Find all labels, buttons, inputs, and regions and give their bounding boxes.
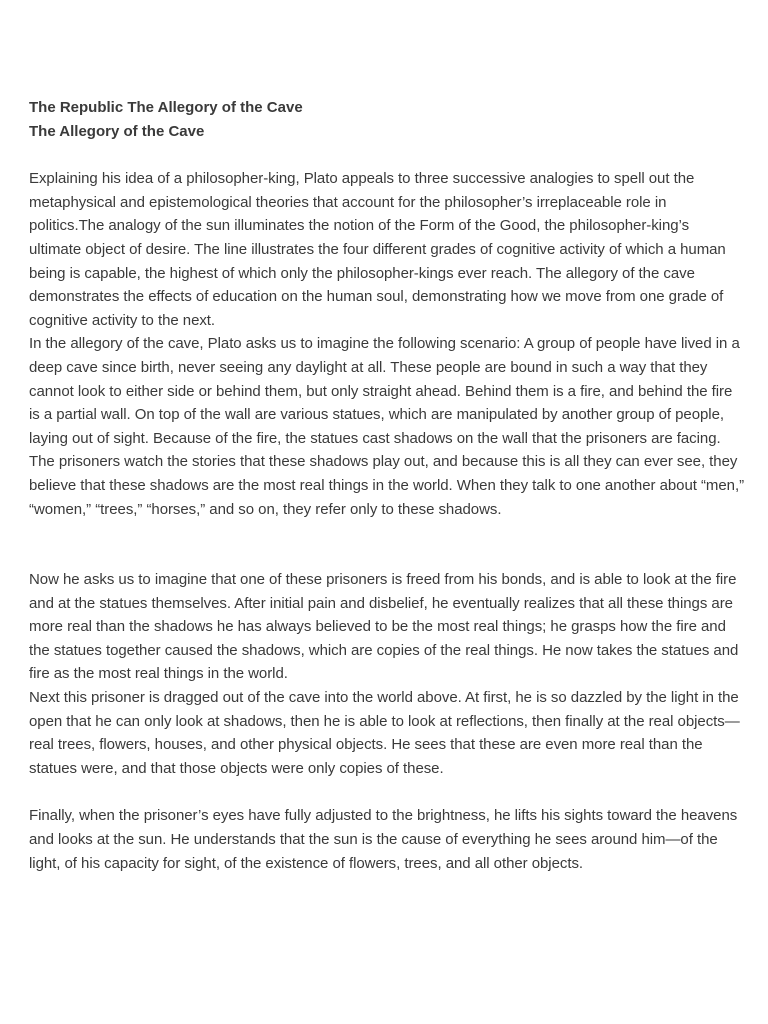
spacer: [29, 143, 745, 167]
paragraph-intro: Explaining his idea of a philosopher-king, Plato appeals to three successive analogies to spell out the metaphysical and epistemological theories that account for the philosopher’s irreplaceable role in politics.The analogy of the sun illuminates the notion of the Form of the Good, the philosopher-king’s ultimate object of desire. The line illustrates the four different grades of cognitive activity of which a human being is capable, the highest of which only the philosopher-kings ever reach. The allegory of the cave demonstrates the effects of education on the human soul, demonstrating how we move from one grade of cognitive activity to the next.: [29, 170, 726, 329]
document-title: The Republic The Allegory of the Cave: [29, 99, 303, 116]
paragraph-sun: Finally, when the prisoner’s eyes have fully adjusted to the brightness, he lifts his sights toward the heavens and looks at the sun. He understands that the sun is the cause of everything he sees around him—of the light, of his capacity for sight, of the existence of flowers, trees, and all other objects.: [29, 807, 738, 872]
paragraph-world-above: Next this prisoner is dragged out of the cave into the world above. At first, he is so dazzled by the light in the open that he can only look at shadows, then he is able to look at reflections, then finally at the real objects—real trees, flowers, houses, and other physical objects. He sees that these are even more real than the statues were, and that those objects were only copies of these.: [29, 689, 740, 777]
document-subtitle: The Allegory of the Cave: [29, 122, 205, 140]
paragraph-cave-scenario: In the allegory of the cave, Plato asks us to imagine the following scenario: A group of people have lived in a deep cave since birth, never seeing any daylight at all. These people are bound in such a way that they cannot look to either side or behind them, but only straight ahead. Behind them is a fire, and behind the fire is a partial wall. On top of the wall are various statues, which are manipulated by another group of people, laying out of sight. Because of the fire, the statues cast shadows on the wall that the prisoners are facing. The prisoners watch the stories that these shadows play out, and because this is all they can ever see, they believe that these shadows are the most real things in the world. When they talk to one another about “men,” “women,” “trees,” “horses,” and so on, they refer only to these shadows.: [29, 335, 745, 518]
spacer: [29, 780, 745, 804]
document-page: [29, 96, 745, 875]
spacer: [29, 521, 745, 568]
paragraph-prisoner-freed: Now he asks us to imagine that one of these prisoners is freed from his bonds, and is able to look at the fire and at the statues themselves. After initial pain and disbelief, he eventually realizes that all these things are more real than the shadows he has always believed to be the most real things; he grasps how the fire and the statues together caused the shadows, which are copies of the real things. He now takes the statues and fire as the most real things in the world.: [29, 571, 739, 683]
